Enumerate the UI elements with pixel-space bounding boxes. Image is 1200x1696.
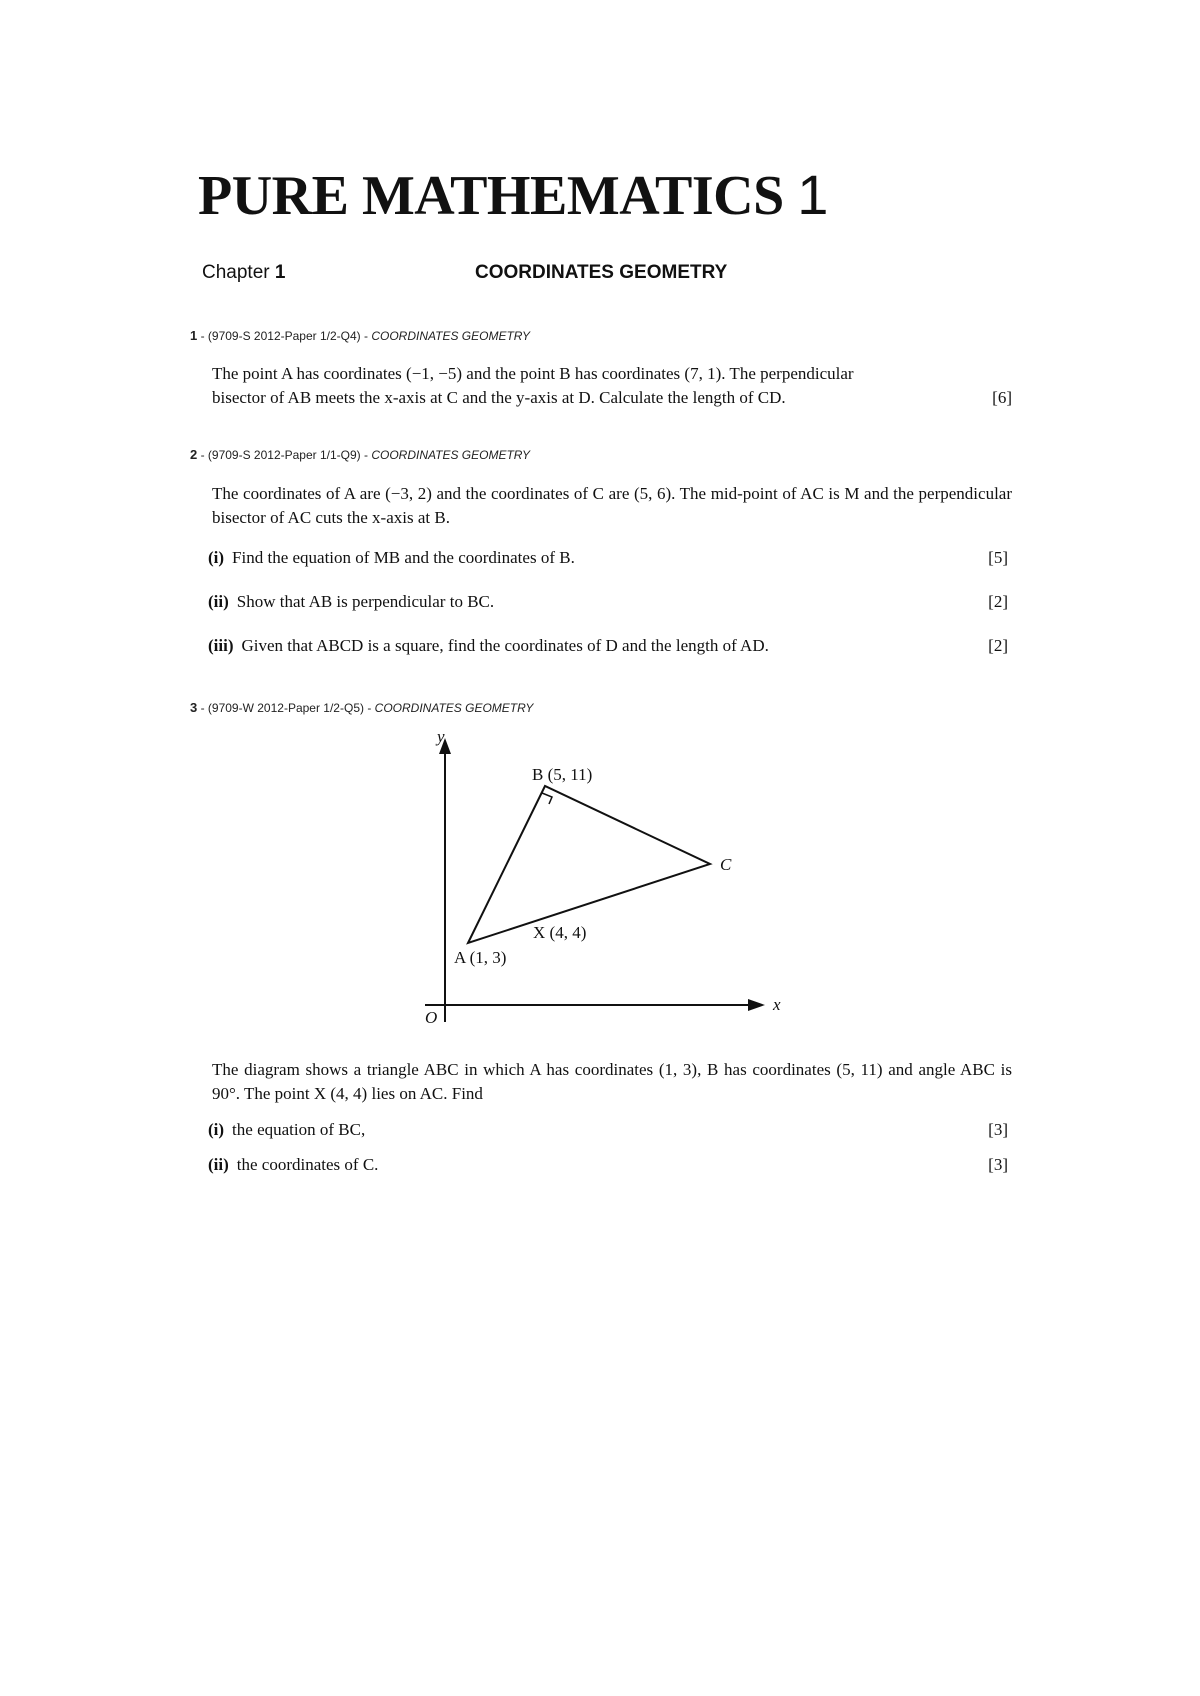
part-marks: [3] xyxy=(988,1155,1008,1174)
y-axis-label: y xyxy=(437,730,445,746)
question-topic: COORDINATES GEOMETRY xyxy=(371,329,531,343)
title-number: 1 xyxy=(797,163,828,226)
chapter-topic: COORDINATES GEOMETRY xyxy=(475,262,728,283)
question-source: - (9709-W 2012-Paper 1/2-Q5) - xyxy=(200,701,372,715)
question-2-part-i xyxy=(208,548,1008,568)
question-3-header xyxy=(190,700,533,715)
question-2-text: The coordinates of A are (−3, 2) and the coordinates of C are (5, 6). The mid-point of AC is M and the perpendicular bisector of AC cuts the x-axis at B. xyxy=(212,484,1012,527)
triangle-diagram xyxy=(420,730,800,1030)
question-1-line-1: The point A has coordinates (−1, −5) and the point B has coordinates (7, 1). The perpendicular xyxy=(212,364,854,383)
part-label: (i) xyxy=(208,1120,225,1139)
part-label: (i) xyxy=(208,548,225,567)
question-topic: COORDINATES GEOMETRY xyxy=(374,701,534,715)
x-axis-label: x xyxy=(773,995,781,1014)
part-label: (ii) xyxy=(208,592,229,611)
question-2-header xyxy=(190,447,530,462)
label-c: C xyxy=(720,855,732,874)
question-3-part-ii xyxy=(208,1155,1008,1175)
part-text: Given that ABCD is a square, find the coordinates of D and the length of AD. xyxy=(241,636,769,655)
title-text: PURE MATHEMATICS xyxy=(198,165,784,227)
label-a: A (1, 3) xyxy=(454,948,507,967)
page-title xyxy=(198,162,828,228)
question-1-text xyxy=(212,362,1012,410)
question-1-header xyxy=(190,328,530,343)
part-label: (iii) xyxy=(208,636,234,655)
question-3-text: The diagram shows a triangle ABC in which A has coordinates (1, 3), B has coordinates (5, 11) and angle ABC is 90°. The point X (4, 4) lies on AC. Find xyxy=(212,1060,1012,1103)
question-1-marks: [6] xyxy=(992,388,1012,407)
right-angle-marker xyxy=(542,793,552,804)
triangle-abc xyxy=(468,786,710,943)
question-2-part-ii xyxy=(208,592,1008,612)
question-1-line-2: bisector of AB meets the x-axis at C and the y-axis at D. Calculate the length of CD. xyxy=(212,388,786,407)
label-b: B (5, 11) xyxy=(532,765,593,784)
question-number: 3 xyxy=(190,700,198,715)
question-topic: COORDINATES GEOMETRY xyxy=(371,448,531,462)
part-marks: [2] xyxy=(988,636,1008,655)
part-marks: [3] xyxy=(988,1120,1008,1139)
question-2-part-iii xyxy=(208,636,1008,656)
part-marks: [2] xyxy=(988,592,1008,611)
question-source: - (9709-S 2012-Paper 1/1-Q9) - xyxy=(200,448,368,462)
part-text: Show that AB is perpendicular to BC. xyxy=(236,592,495,611)
x-axis-arrow xyxy=(748,999,765,1011)
question-3-part-i xyxy=(208,1120,1008,1140)
chapter-label xyxy=(202,262,285,284)
chapter-number: 1 xyxy=(274,262,286,283)
part-label: (ii) xyxy=(208,1155,229,1174)
question-number: 2 xyxy=(190,447,198,462)
part-marks: [5] xyxy=(988,548,1008,567)
part-text: Find the equation of MB and the coordinates of B. xyxy=(232,548,575,567)
part-text: the equation of BC, xyxy=(232,1120,366,1139)
question-number: 1 xyxy=(190,328,198,343)
question-source: - (9709-S 2012-Paper 1/2-Q4) - xyxy=(200,329,368,343)
label-x: X (4, 4) xyxy=(533,923,587,942)
origin-label: O xyxy=(425,1008,438,1027)
chapter-word: Chapter xyxy=(202,262,270,283)
part-text: the coordinates of C. xyxy=(236,1155,379,1174)
